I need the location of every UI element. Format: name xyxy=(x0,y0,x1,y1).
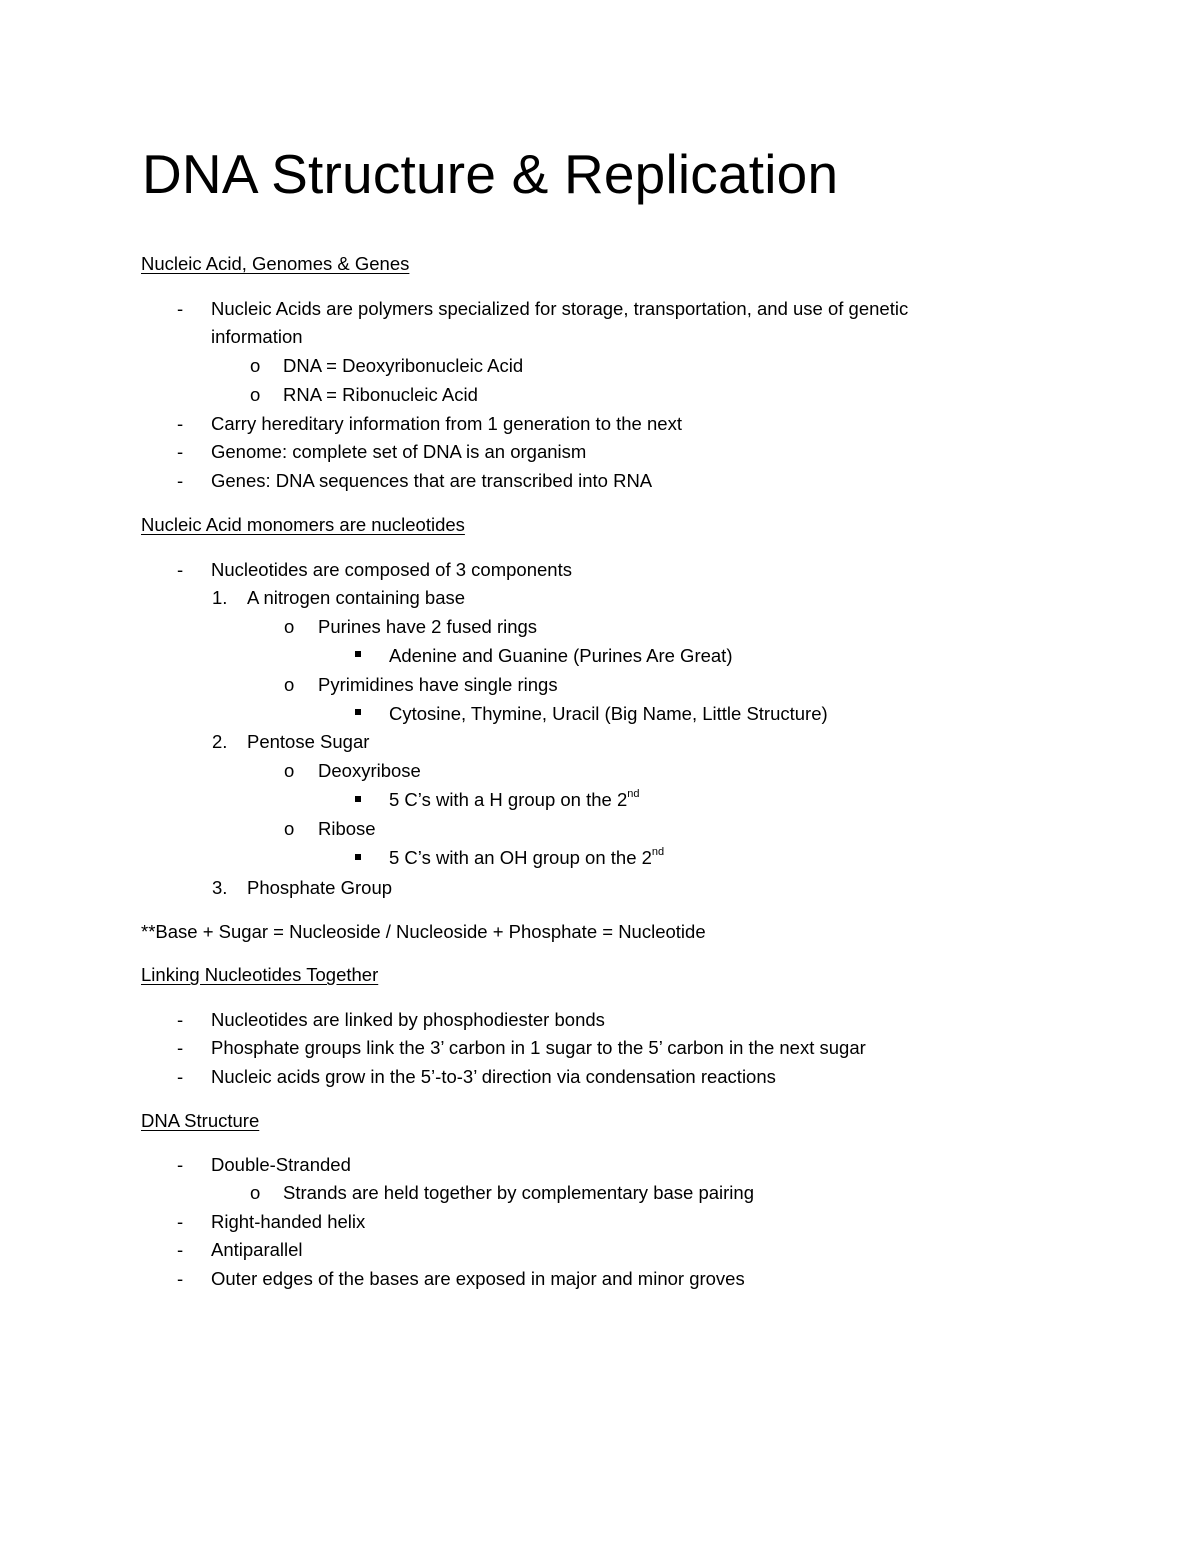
section-heading: Linking Nucleotides Together xyxy=(141,964,379,985)
dash-bullet: - xyxy=(177,1154,184,1175)
dash-bullet: - xyxy=(177,559,184,580)
list-item: Double-Stranded xyxy=(211,1154,351,1175)
list-item: A nitrogen containing base xyxy=(247,587,466,608)
list-item: Right-handed helix xyxy=(211,1211,366,1232)
list-item: Nucleic Acids are polymers specialized for storage, transportation, and use of genetic xyxy=(211,298,909,319)
list-item: Nucleic acids grow in the 5’-to-3’ direction via condensation reactions xyxy=(211,1066,776,1087)
list-item: Antiparallel xyxy=(211,1239,303,1260)
dash-bullet: - xyxy=(177,1239,184,1260)
list-item xyxy=(389,788,640,812)
circle-bullet: o xyxy=(284,818,295,839)
list-item: Phosphate Group xyxy=(247,877,393,898)
note-text: **Base + Sugar = Nucleoside / Nucleoside + Phosphate = Nucleotide xyxy=(141,921,706,942)
list-item: Pyrimidines have single rings xyxy=(318,674,558,695)
dash-bullet: - xyxy=(177,298,184,319)
list-item-continuation: information xyxy=(211,326,303,347)
list-item-text: 5 C’s with a H group on the 2 xyxy=(389,789,628,810)
list-number: 2. xyxy=(212,731,228,752)
dash-bullet: - xyxy=(177,413,184,434)
list-item: Genes: DNA sequences that are transcribed into RNA xyxy=(211,470,653,491)
circle-bullet: o xyxy=(250,1182,261,1203)
circle-bullet: o xyxy=(284,760,295,781)
circle-bullet: o xyxy=(250,384,261,405)
dash-bullet: - xyxy=(177,1037,184,1058)
dash-bullet: - xyxy=(177,441,184,462)
circle-bullet: o xyxy=(284,616,295,637)
list-item: RNA = Ribonucleic Acid xyxy=(283,384,478,405)
dash-bullet: - xyxy=(177,1009,184,1030)
list-item-text: 5 C’s with an OH group on the 2 xyxy=(389,847,652,868)
list-item: Nucleotides are linked by phosphodiester bonds xyxy=(211,1009,605,1030)
section-heading: Nucleic Acid monomers are nucleotides xyxy=(141,514,465,535)
square-bullet-icon xyxy=(355,854,361,860)
list-number: 1. xyxy=(212,587,228,608)
ordinal-suffix: nd xyxy=(627,788,640,800)
dash-bullet: - xyxy=(177,1066,184,1087)
square-bullet-icon xyxy=(355,709,361,715)
list-item: Outer edges of the bases are exposed in major and minor groves xyxy=(211,1268,745,1289)
circle-bullet: o xyxy=(284,674,295,695)
list-item: Pentose Sugar xyxy=(247,731,370,752)
list-item: Purines have 2 fused rings xyxy=(318,616,538,637)
square-bullet-icon xyxy=(355,651,361,657)
dash-bullet: - xyxy=(177,470,184,491)
document-title: DNA Structure & Replication xyxy=(142,143,839,205)
list-item: Carry hereditary information from 1 generation to the next xyxy=(211,413,682,434)
list-item: Deoxyribose xyxy=(318,760,421,781)
dash-bullet: - xyxy=(177,1268,184,1289)
circle-bullet: o xyxy=(250,355,261,376)
section-heading: DNA Structure xyxy=(141,1110,260,1131)
list-item: Adenine and Guanine (Purines Are Great) xyxy=(389,645,733,666)
list-item: Strands are held together by complementary base pairing xyxy=(283,1182,754,1203)
list-item: Phosphate groups link the 3’ carbon in 1 sugar to the 5’ carbon in the next sugar xyxy=(211,1037,866,1058)
square-bullet-icon xyxy=(355,796,361,802)
section-heading: Nucleic Acid, Genomes & Genes xyxy=(141,253,410,274)
list-item: Nucleotides are composed of 3 components xyxy=(211,559,572,580)
list-item: Cytosine, Thymine, Uracil (Big Name, Little Structure) xyxy=(389,703,828,724)
list-item: DNA = Deoxyribonucleic Acid xyxy=(283,355,524,376)
list-item xyxy=(389,846,664,870)
dash-bullet: - xyxy=(177,1211,184,1232)
list-item: Ribose xyxy=(318,818,376,839)
list-item: Genome: complete set of DNA is an organism xyxy=(211,441,587,462)
list-number: 3. xyxy=(212,877,228,898)
ordinal-suffix: nd xyxy=(651,846,665,858)
